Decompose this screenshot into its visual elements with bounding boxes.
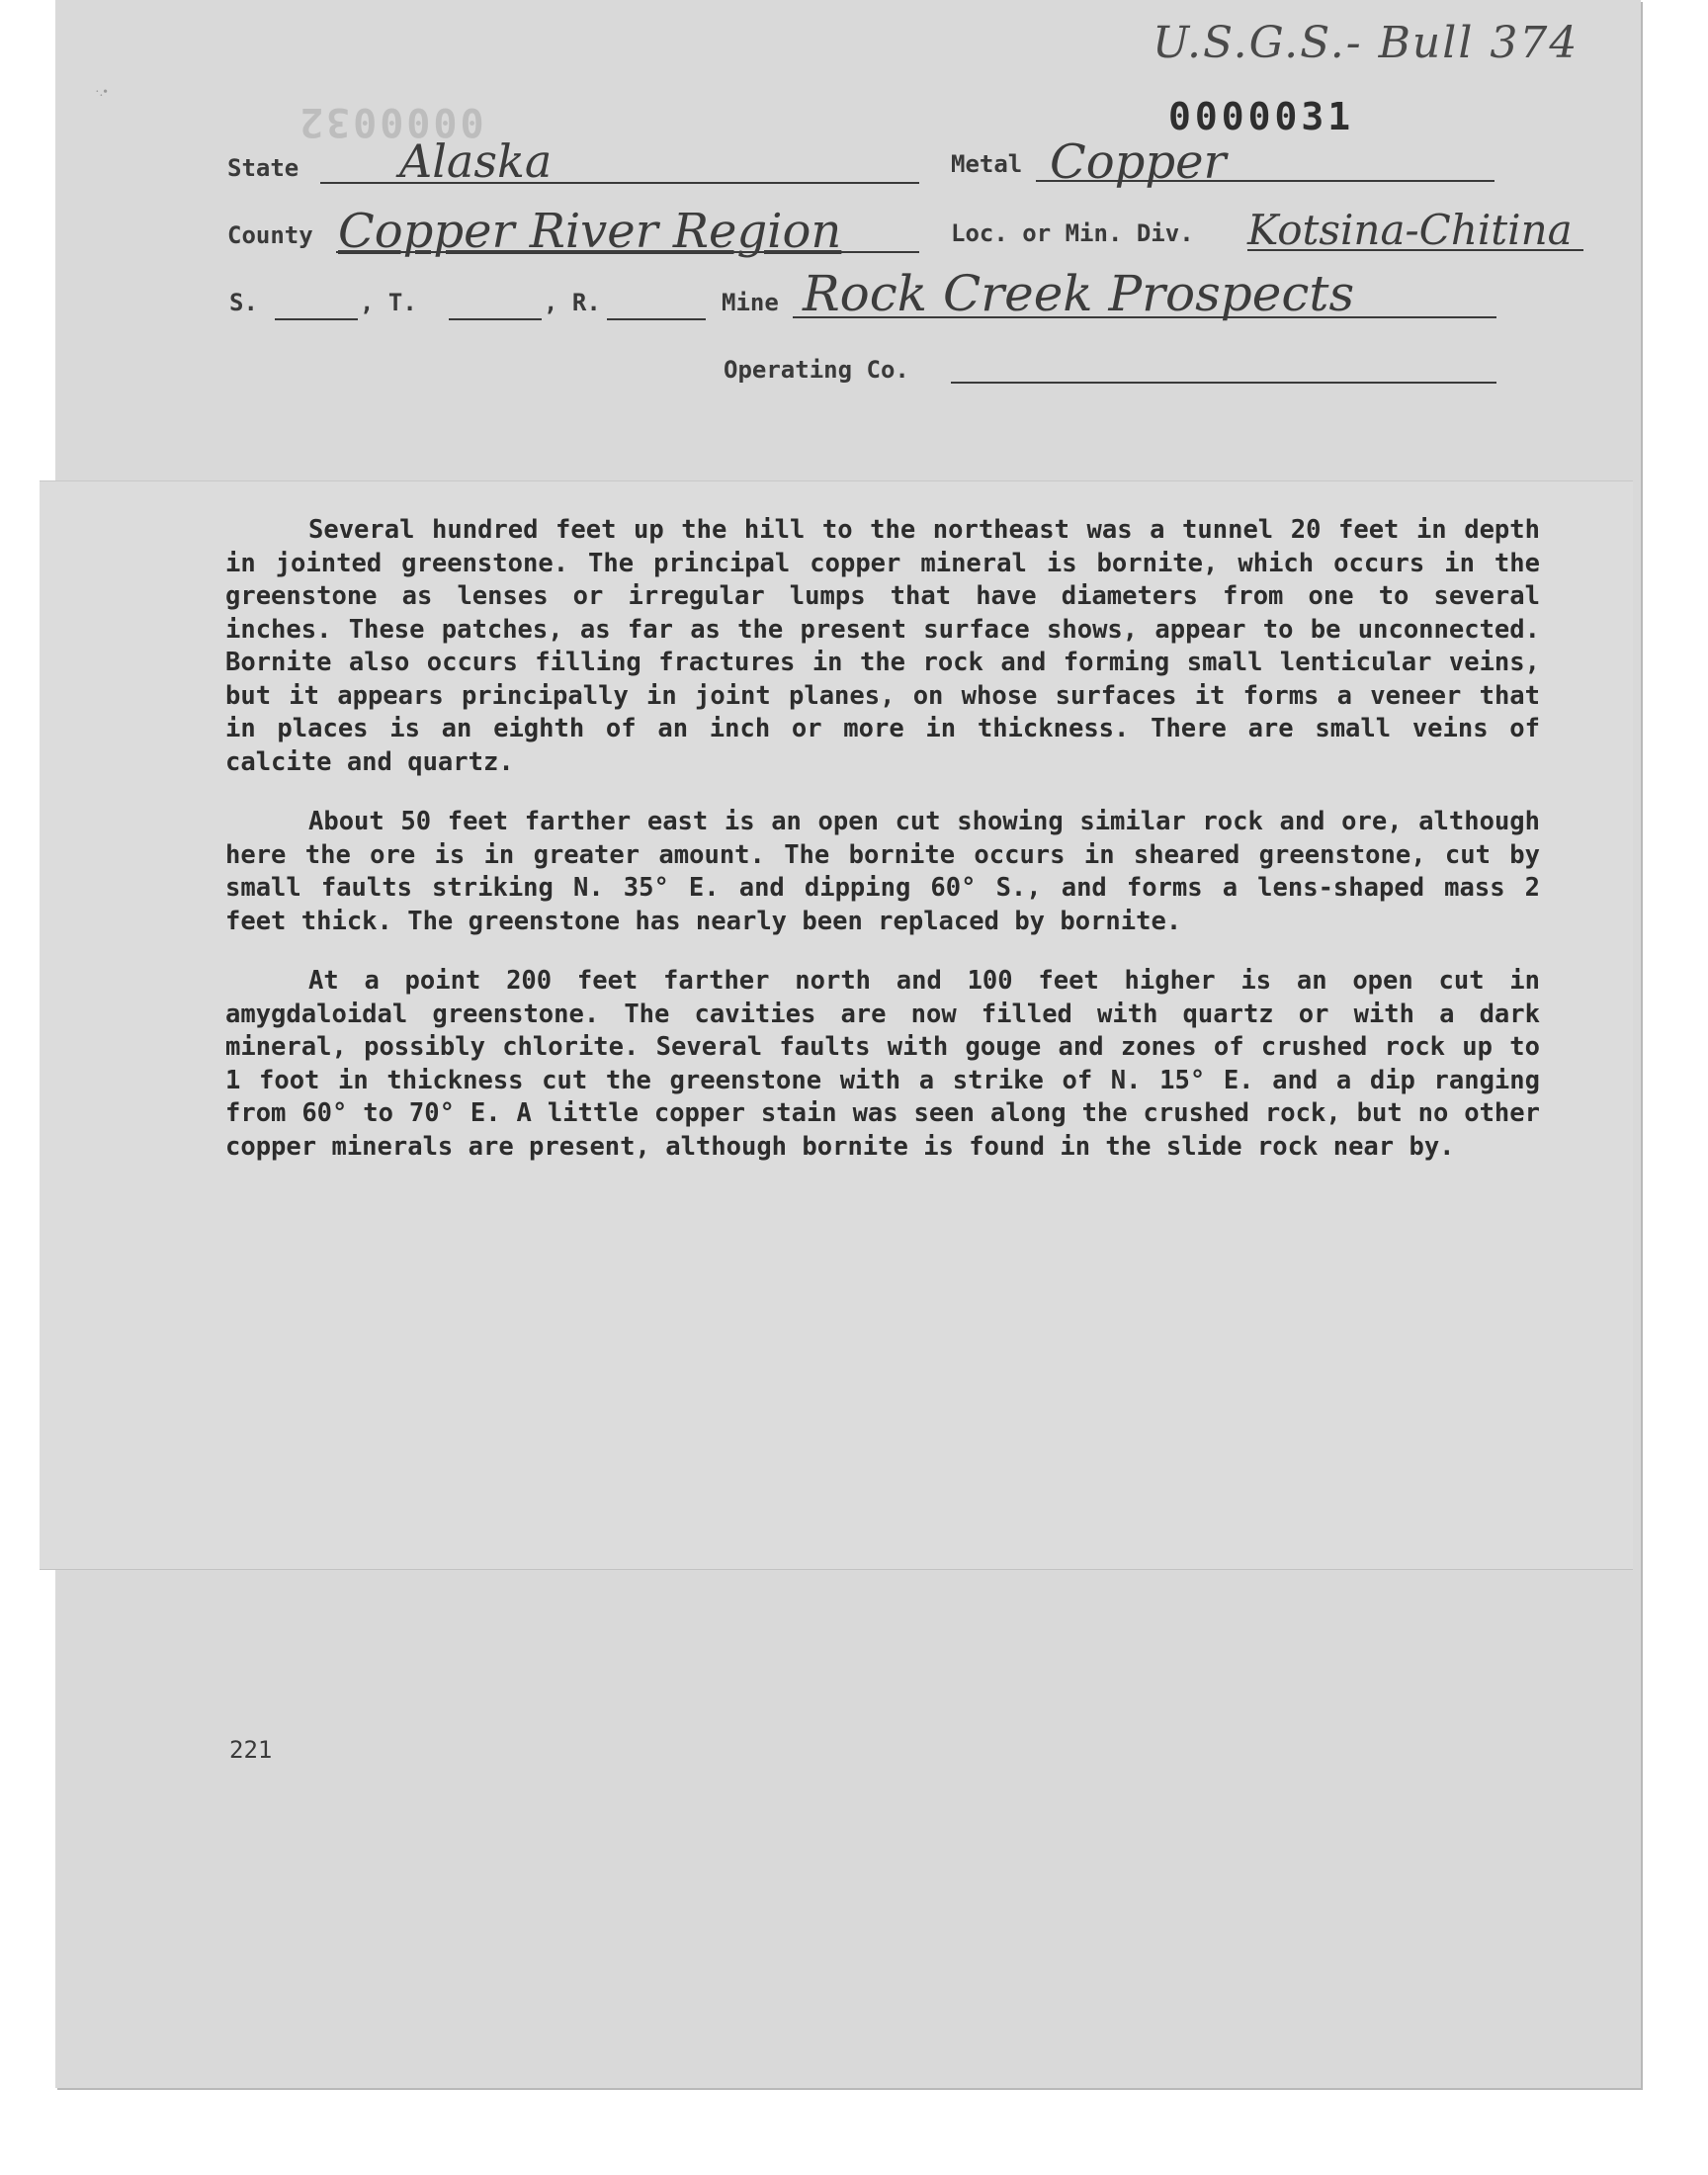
ghost-document-number: 0000032	[297, 99, 484, 144]
operating-underline	[951, 382, 1496, 384]
reference-annotation: U.S.G.S.- Bull 374	[1153, 18, 1580, 68]
operating-label: Operating Co.	[724, 356, 909, 384]
section-underline	[275, 318, 358, 320]
loc-label: Loc. or Min. Div.	[951, 219, 1194, 247]
county-value: Copper River Region	[338, 204, 842, 259]
paragraph: Several hundred feet up the hill to the northeast was a tunnel 20 feet in depth in jointed greenstone. The principal copper mineral is bornite, which occurs in the greenstone as lenses or irregular lumps that have diameters from one to several inches. These patches, as far as the present surface shows, appear to be unconnected. Bornite also occurs filling fractures in the rock and forming small lenticular veins, but it appears principally in joint planes, on whose surfaces it forms a veneer that in places is an eighth of an inch or more in thickness. There are small veins of calcite and quartz.	[225, 515, 1540, 777]
mine-label: Mine	[722, 289, 779, 316]
township-label: , T.	[360, 289, 417, 316]
paragraph: At a point 200 feet farther north and 100 feet higher is an open cut in amygdaloidal greenstone. The cavities are now filled with quartz or with a dark mineral, possibly chlorite. Several faults with gouge and zones of crushed rock up to 1 foot in thickness cut the greenstone with a strike of N. 15° E. and a dip ranging from 60° to 70° E. A little copper stain was seen along the crushed rock, but no other copper minerals are present, although bornite is found in the slide rock near by.	[225, 966, 1540, 1162]
county-label: County	[227, 221, 313, 249]
township-underline	[449, 318, 542, 320]
smudge-mark: ·.•	[95, 85, 109, 100]
metal-label: Metal	[951, 150, 1023, 178]
document-number: 0000031	[1168, 95, 1355, 138]
paragraph: About 50 feet farther east is an open cut showing similar rock and ore, although here the ore is in greater amount. The bornite occurs in sheared greenstone, cut by small faults striking N. 35° E. and dipping 60° S., and forms a lens-shaped mass 2 feet thick. The greenstone has nearly been replaced by bornite.	[225, 807, 1540, 936]
state-value: Alaska	[399, 134, 553, 188]
range-label: , R.	[544, 289, 601, 316]
section-label: S.	[229, 289, 258, 316]
report-body	[225, 514, 1540, 1190]
page-number: 221	[229, 1736, 273, 1764]
state-label: State	[227, 154, 299, 182]
metal-value: Copper	[1050, 134, 1227, 190]
loc-value: Kotsina-Chitina	[1247, 206, 1573, 254]
mine-value: Rock Creek Prospects	[803, 265, 1355, 322]
range-underline	[607, 318, 706, 320]
